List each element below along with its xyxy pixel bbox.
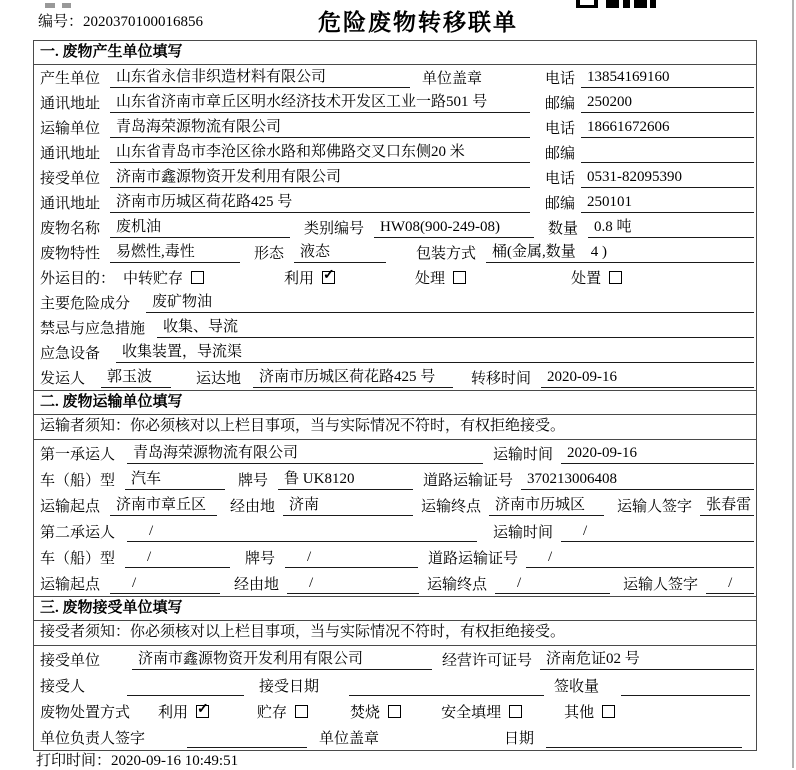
row-disposal-method: [34, 698, 756, 724]
row-first-vehicle: [34, 466, 756, 492]
carrier-zip-value: [581, 144, 754, 163]
waste-name-value: 废机油: [110, 218, 290, 238]
second-carrier-value: /: [127, 522, 477, 542]
taboo-measures-label: 禁忌与应急措施: [40, 321, 146, 337]
accept-date-value: [349, 677, 544, 696]
plate-value: 鲁 UK8120: [278, 470, 413, 490]
emergency-equipment-label: 应急设备: [40, 346, 101, 362]
emergency-equipment-value: 收集装置，导流渠: [116, 343, 754, 363]
receiver-notice: 接受者须知：你必须核对以上栏目事项，当与实际情况不符时，有权拒绝接受。: [34, 621, 756, 646]
quantity-value: 0.8 吨: [588, 218, 754, 238]
row-first-carrier: [34, 440, 756, 466]
checkbox-transfer-storage: [191, 271, 204, 284]
checkbox-landfill: [509, 705, 522, 718]
road-permit-label: 道路运输证号: [428, 551, 519, 567]
plate-label: 牌号: [238, 473, 269, 489]
producer-value: 山东省永信非织造材料有限公司: [110, 68, 410, 88]
transporter-sign-label: 运输人签字: [623, 577, 699, 593]
disposal-method-label: 废物处置方式: [40, 705, 131, 721]
transport-time-label: 运输时间: [493, 525, 554, 541]
seal-date-label: 日期: [503, 731, 534, 747]
producer-zip-value: 250200: [581, 93, 754, 113]
purpose-option-label: 中转贮存: [123, 271, 184, 287]
shipper-label: 发运人: [40, 371, 86, 387]
purpose-option-label: 处置: [571, 271, 602, 287]
packaging-label: 包装方式: [416, 246, 477, 262]
page-title: 危险废物转移联单: [318, 10, 518, 35]
checkbox-utilize: [196, 705, 209, 718]
row-second-carrier: [34, 518, 756, 544]
row-waste-name: [34, 215, 756, 240]
manifest-form: [33, 40, 757, 751]
checkbox-utilize: [322, 271, 335, 284]
route-via-label: 经由地: [230, 499, 276, 515]
checkbox-store: [295, 705, 308, 718]
responsible-sign-label: 单位负责人签字: [40, 731, 146, 747]
row-shipper: [34, 365, 756, 390]
document-number-value: 2020370100016856: [83, 14, 204, 30]
unit-seal-label: 单位盖章: [422, 71, 483, 87]
second-transporter-sign-value: /: [706, 574, 754, 594]
hazard-component-value: 废矿物油: [146, 293, 754, 313]
taboo-measures-value: 收集、导流: [157, 318, 754, 338]
seal-date-value: [546, 729, 742, 748]
packaging-value: 桶(金属,数量 4 ): [486, 243, 754, 263]
accept-date-label: 接受日期: [259, 679, 320, 695]
received-amount-label: 签收量: [554, 679, 600, 695]
row-responsible-sign: [34, 724, 756, 750]
transporter-notice: 运输者须知：你必须核对以上栏目事项，当与实际情况不符时，有权拒绝接受。: [34, 415, 756, 440]
address-label: 通讯地址: [40, 146, 101, 162]
receiver-address-value: 济南市历城区荷花路425 号: [110, 193, 530, 213]
first-carrier-time-value: 2020-09-16: [561, 444, 754, 464]
category-code-label: 类别编号: [304, 221, 365, 237]
second-vehicle-type-value: /: [125, 548, 230, 568]
transporter-sign-value: 张春雷: [700, 496, 754, 516]
purpose-option-label: 利用: [284, 271, 315, 287]
document-number-label: 编号：: [38, 14, 84, 30]
purpose-label: 外运目的：: [40, 271, 116, 287]
route-end-label: 运输终点: [421, 499, 482, 515]
address-label: 通讯地址: [40, 96, 101, 112]
section2-header: 二. 废物运输单位填写: [34, 390, 756, 415]
second-carrier-label: 第二承运人: [40, 525, 116, 541]
row-hazard-component: [34, 290, 756, 315]
address-label: 通讯地址: [40, 196, 101, 212]
transport-time-label: 运输时间: [493, 447, 554, 463]
transporter-sign-label: 运输人签字: [617, 499, 693, 515]
zip-label: 邮编: [545, 96, 576, 112]
route-via-value: 济南: [283, 496, 413, 516]
print-time: [36, 749, 238, 770]
producer-phone-value: 13854169160: [581, 68, 754, 88]
zip-label: 邮编: [545, 146, 576, 162]
row-second-vehicle: [34, 544, 756, 570]
carrier-value: 青岛海荣源物流有限公司: [110, 118, 530, 138]
received-amount-value: [621, 677, 750, 696]
second-carrier-time-value: /: [561, 522, 754, 542]
row-producer: [34, 65, 756, 90]
disposal-option-label: 贮存: [257, 705, 288, 721]
page-right-edge: [792, 0, 794, 768]
row-receiver-address: [34, 190, 756, 215]
accept-person-value: [127, 677, 244, 696]
form-value: 液态: [294, 243, 386, 263]
print-time-value: 2020-09-16 10:49:51: [111, 753, 239, 769]
first-carrier-value: 青岛海荣源物流有限公司: [127, 444, 483, 464]
shipper-value: 郭玉波: [101, 368, 171, 388]
accept-unit-value: 济南市鑫源物资开发利用有限公司: [132, 650, 432, 670]
waste-traits-value: 易燃性,毒性: [110, 243, 240, 263]
row-carrier-address: [34, 140, 756, 165]
second-plate-value: /: [285, 548, 418, 568]
hazard-component-label: 主要危险成分: [40, 296, 131, 312]
row-receiver: [34, 165, 756, 190]
row-taboo-measures: [34, 315, 756, 340]
route-start-label: 运输起点: [40, 499, 101, 515]
second-road-permit-value: /: [526, 548, 754, 568]
producer-address-value: 山东省济南市章丘区明水经济技术开发区工业一路501 号: [110, 93, 530, 113]
form-label: 形态: [254, 246, 285, 262]
second-route-via-value: /: [287, 574, 419, 594]
zip-label: 邮编: [545, 196, 576, 212]
disposal-option-label: 利用: [158, 705, 189, 721]
checkbox-dispose: [609, 271, 622, 284]
second-route-end-value: /: [495, 574, 610, 594]
route-start-value: 济南市章丘区: [110, 496, 217, 516]
row-accept-person: [34, 672, 756, 698]
row-waste-traits: [34, 240, 756, 265]
row-first-route: [34, 492, 756, 518]
phone-label: 电话: [545, 121, 576, 137]
destination-value: 济南市历城区荷花路425 号: [253, 368, 453, 388]
waste-name-label: 废物名称: [40, 221, 101, 237]
checkbox-incinerate: [388, 705, 401, 718]
first-carrier-label: 第一承运人: [40, 447, 116, 463]
carrier-label: 运输单位: [40, 121, 101, 137]
vehicle-type-label: 车（船）型: [40, 473, 116, 489]
disposal-option-label: 其他: [564, 705, 595, 721]
route-via-label: 经由地: [234, 577, 280, 593]
checkbox-treat: [453, 271, 466, 284]
row-carrier: [34, 115, 756, 140]
row-producer-address: [34, 90, 756, 115]
row-emergency-equipment: [34, 340, 756, 365]
quantity-label: 数量: [548, 221, 579, 237]
transfer-time-label: 转移时间: [471, 371, 532, 387]
print-time-label: 打印时间：: [36, 753, 112, 769]
route-start-label: 运输起点: [40, 577, 101, 593]
purpose-option-label: 处理: [415, 271, 446, 287]
receiver-zip-value: 250101: [581, 193, 754, 213]
carrier-phone-value: 18661672606: [581, 118, 754, 138]
waste-traits-label: 废物特性: [40, 246, 101, 262]
row-transfer-purpose: [34, 265, 756, 290]
road-permit-value: 370213006408: [521, 470, 754, 490]
section3-header: 三. 废物接受单位填写: [34, 596, 756, 621]
carrier-address-value: 山东省青岛市李沧区徐水路和郑佛路交叉口东侧20 米: [110, 143, 530, 163]
disposal-option-label: 安全填埋: [441, 705, 502, 721]
receiver-value: 济南市鑫源物资开发利用有限公司: [110, 168, 530, 188]
license-value: 济南危证02 号: [540, 650, 754, 670]
route-end-label: 运输终点: [427, 577, 488, 593]
accept-unit-label: 接受单位: [40, 653, 101, 669]
road-permit-label: 道路运输证号: [423, 473, 514, 489]
plate-label: 牌号: [245, 551, 276, 567]
section1-header: 一. 废物产生单位填写: [34, 41, 756, 65]
license-label: 经营许可证号: [442, 653, 533, 669]
row-second-route: [34, 570, 756, 596]
responsible-sign-value: [187, 729, 307, 748]
category-code-value: HW08(900-249-08): [374, 218, 534, 238]
disposal-option-label: 焚烧: [350, 705, 381, 721]
row-accept-unit: [34, 646, 756, 672]
route-end-value: 济南市历城区: [489, 496, 604, 516]
transfer-time-value: 2020-09-16: [541, 368, 754, 388]
phone-label: 电话: [545, 171, 576, 187]
producer-label: 产生单位: [40, 71, 101, 87]
checkbox-other: [602, 705, 615, 718]
accept-person-label: 接受人: [40, 679, 86, 695]
receiver-label: 接受单位: [40, 171, 101, 187]
unit-seal-label: 单位盖章: [319, 731, 380, 747]
vehicle-type-value: 汽车: [125, 470, 225, 490]
vehicle-type-label: 车（船）型: [40, 551, 116, 567]
phone-label: 电话: [545, 71, 576, 87]
receiver-phone-value: 0531-82095390: [581, 168, 754, 188]
second-route-start-value: /: [110, 574, 220, 594]
destination-label: 运达地: [196, 371, 242, 387]
